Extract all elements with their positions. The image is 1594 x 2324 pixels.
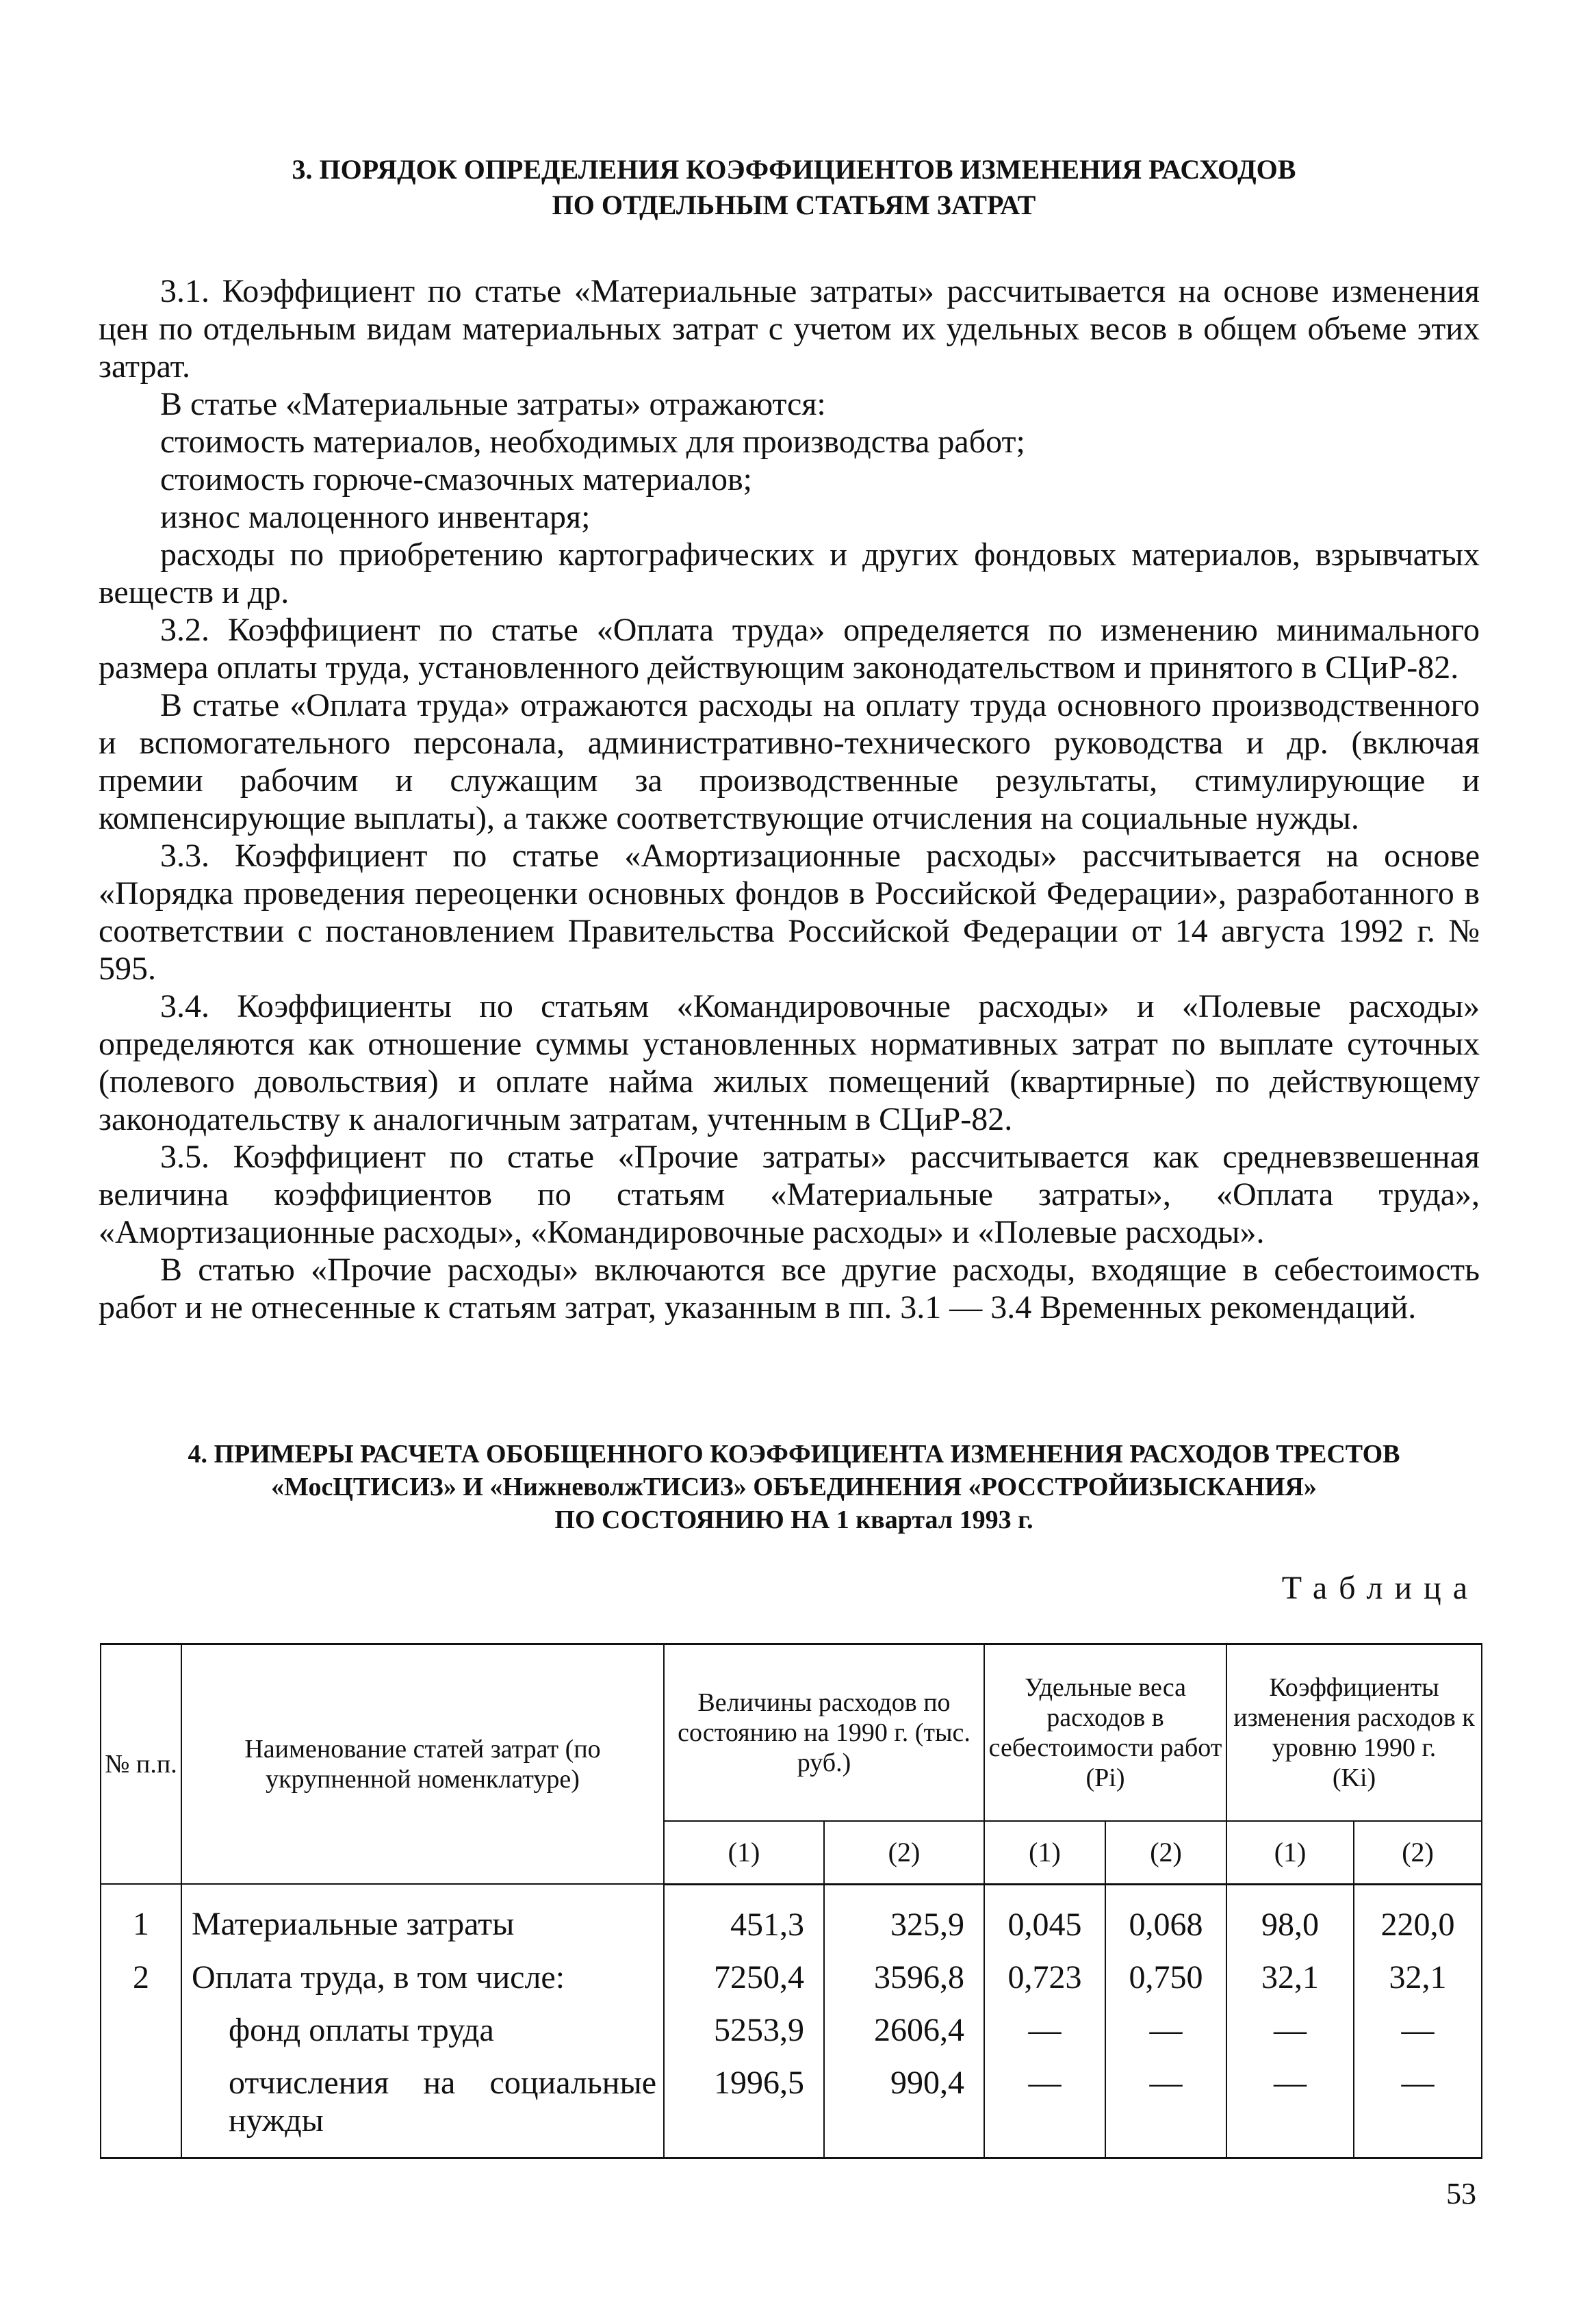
cost-2: 325,9 bbox=[824, 1884, 984, 1959]
header-weights bbox=[984, 1644, 1226, 1821]
section-3-heading-line1: 3. ПОРЯДОК ОПРЕДЕЛЕНИЯ КОЭФФИЦИЕНТОВ ИЗМЕНЕНИЯ РАСХОДОВ bbox=[292, 154, 1296, 185]
subheader-weights-2: (2) bbox=[1105, 1821, 1226, 1885]
table-row bbox=[101, 2011, 1482, 2064]
paragraph: В статье «Оплата труда» отражаются расходы на оплату труда основного производственного и вспомогательного персонала, административно-технического руководства и др. (включая премии рабочим и служащим за производственные результаты, стимулирующие и компенсирующие выплаты), а также соответствующие отчисления на социальные нужды. bbox=[99, 687, 1480, 836]
subheader-coefs-1: (1) bbox=[1226, 1821, 1354, 1885]
paragraph: В статью «Прочие расходы» включаются все другие расходы, входящие в себестоимость работ и не отнесенные к статьям затрат, указанным в пп. 3.1 — 3.4 Временных рекомендаций. bbox=[99, 1252, 1480, 1326]
weight-1: — bbox=[984, 2011, 1105, 2064]
section-4-heading-line1: 4. ПРИМЕРЫ РАСЧЕТА ОБОБЩЕННОГО КОЭФФИЦИЕНТА ИЗМЕНЕНИЯ РАСХОДОВ ТРЕСТОВ bbox=[188, 1440, 1400, 1469]
row-num bbox=[101, 2064, 181, 2158]
header-num: № п.п. bbox=[101, 1644, 181, 1885]
cost-1: 7250,4 bbox=[664, 1959, 824, 2011]
subheader-costs-1: (1) bbox=[664, 1821, 824, 1885]
cost-1: 451,3 bbox=[664, 1884, 824, 1959]
weight-1: — bbox=[984, 2064, 1105, 2158]
subheader-costs-2: (2) bbox=[824, 1821, 984, 1885]
paragraph: стоимость горюче-смазочных материалов; bbox=[160, 461, 752, 498]
header-coefficients bbox=[1226, 1644, 1482, 1821]
section-4-heading-line2: «МосЦТИСИЗ» И «НижневолжТИСИЗ» ОБЪЕДИНЕНИЯ «РОССТРОЙИЗЫСКАНИЯ» bbox=[271, 1473, 1317, 1501]
header-coefficients-text: Коэффициенты изменения расходов к уровню 1990 г. bbox=[1233, 1673, 1475, 1762]
row-name: отчисления на социальные нужды bbox=[181, 2064, 664, 2158]
row-name: Оплата труда, в том числе: bbox=[181, 1959, 664, 2011]
weight-2: — bbox=[1105, 2011, 1226, 2064]
weight-2: — bbox=[1105, 2064, 1226, 2158]
header-name: Наименование статей затрат (по укрупненной номенклатуре) bbox=[181, 1644, 664, 1885]
section-4-heading bbox=[110, 1438, 1478, 1536]
table-row bbox=[101, 1884, 1482, 1959]
header-weights-symbol: (Pi) bbox=[1085, 1763, 1125, 1792]
coef-1: — bbox=[1226, 2011, 1354, 2064]
coef-1: — bbox=[1226, 2064, 1354, 2158]
coef-2: 220,0 bbox=[1354, 1884, 1482, 1959]
paragraph: износ малоценного инвентаря; bbox=[160, 499, 591, 535]
row-num bbox=[101, 2011, 181, 2064]
table-caption: Таблица bbox=[1281, 1570, 1479, 1606]
section-3-heading-line2: ПО ОТДЕЛЬНЫМ СТАТЬЯМ ЗАТРАТ bbox=[552, 190, 1036, 220]
row-num: 2 bbox=[101, 1959, 181, 2011]
paragraph: 3.1. Коэффициент по статье «Материальные затраты» рассчитывается на основе изменения цен по отдельным видам материальных затрат с учетом их удельных весов в общем объеме этих затрат. bbox=[99, 273, 1480, 385]
row-num: 1 bbox=[101, 1884, 181, 1959]
paragraph: расходы по приобретению картографических и других фондовых материалов, взрывчатых веществ и др. bbox=[99, 537, 1480, 610]
cost-1: 5253,9 bbox=[664, 2011, 824, 2064]
row-name: Материальные затраты bbox=[181, 1884, 664, 1959]
cost-1: 1996,5 bbox=[664, 2064, 824, 2158]
coef-2: 32,1 bbox=[1354, 1959, 1482, 2011]
paragraph: 3.3. Коэффициент по статье «Амортизационные расходы» рассчитывается на основе «Порядка проведения переоценки основных фондов в Российской Федерации», разработанного в соответствии с постановлением Правительства Российской Федерации от 14 августа 1992 г. № 595. bbox=[99, 838, 1480, 987]
cost-2: 990,4 bbox=[824, 2064, 984, 2158]
section-3-heading bbox=[110, 152, 1478, 223]
cost-coefficients-table bbox=[100, 1643, 1482, 2159]
cost-2: 2606,4 bbox=[824, 2011, 984, 2064]
row-name: фонд оплаты труда bbox=[181, 2011, 664, 2064]
weight-2: 0,068 bbox=[1105, 1884, 1226, 1959]
weight-2: 0,750 bbox=[1105, 1959, 1226, 2011]
section-3-body bbox=[99, 272, 1480, 1326]
table-row bbox=[101, 1959, 1482, 2011]
page-number: 53 bbox=[1446, 2177, 1476, 2210]
coef-2: — bbox=[1354, 2064, 1482, 2158]
paragraph: В статье «Материальные затраты» отражаются: bbox=[160, 386, 826, 422]
paragraph: стоимость материалов, необходимых для производства работ; bbox=[160, 424, 1025, 460]
weight-1: 0,723 bbox=[984, 1959, 1105, 2011]
coef-1: 32,1 bbox=[1226, 1959, 1354, 2011]
table-row bbox=[101, 2064, 1482, 2158]
subheader-coefs-2: (2) bbox=[1354, 1821, 1482, 1885]
weight-1: 0,045 bbox=[984, 1884, 1105, 1959]
coef-1: 98,0 bbox=[1226, 1884, 1354, 1959]
cost-2: 3596,8 bbox=[824, 1959, 984, 2011]
paragraph: 3.2. Коэффициент по статье «Оплата труда» определяется по изменению минимального размера оплаты труда, установленного действующим законодательством и принятого в СЦиР-82. bbox=[99, 612, 1480, 686]
paragraph: 3.5. Коэффициент по статье «Прочие затраты» рассчитывается как средневзвешенная величина коэффициентов по статьям «Материальные затраты», «Оплата труда», «Амортизационные расходы», «Командировочные расходы» и «Полевые расходы». bbox=[99, 1139, 1480, 1250]
subheader-weights-1: (1) bbox=[984, 1821, 1105, 1885]
section-4-heading-line3: ПО СОСТОЯНИЮ НА 1 квартал 1993 г. bbox=[554, 1506, 1033, 1534]
header-weights-text: Удельные веса расходов в себестоимости работ bbox=[988, 1673, 1222, 1762]
coef-2: — bbox=[1354, 2011, 1482, 2064]
header-coefficients-symbol: (Ki) bbox=[1332, 1763, 1376, 1792]
paragraph: 3.4. Коэффициенты по статьям «Командировочные расходы» и «Полевые расходы» определяются как отношение суммы установленных нормативных затрат по выплате суточных (полевого довольствия) и оплате найма жилых помещений (квартирные) по действующему законодательству к аналогичным затратам, учтенным в СЦиР-82. bbox=[99, 988, 1480, 1137]
header-costs: Величины расходов по состоянию на 1990 г. (тыс. руб.) bbox=[664, 1644, 984, 1821]
